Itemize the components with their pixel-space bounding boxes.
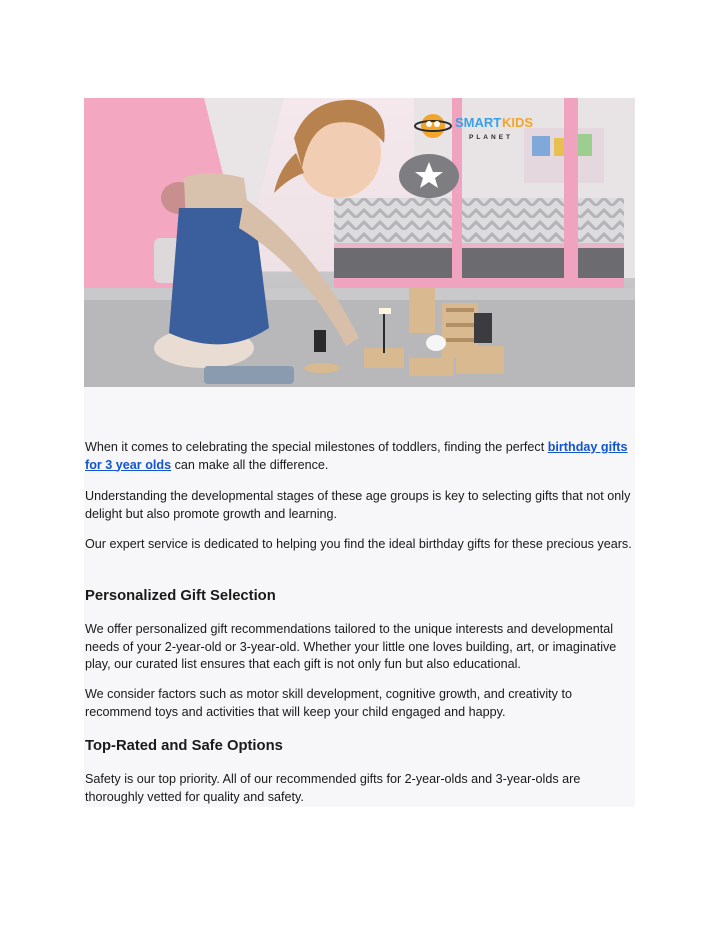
logo-word-smart: SMART bbox=[455, 115, 502, 130]
section1-paragraph-1: We offer personalized gift recommendations tailored to the unique interests and developmental needs of your 2-year-old or 3-year-old. Whether your little one loves building, art, or imaginative play, our curated list ensures that each gift is not only fun but also educational. bbox=[85, 622, 617, 671]
intro-text-before-link: When it comes to celebrating the special milestones of toddlers, finding the perfect bbox=[85, 440, 548, 454]
section1-paragraph-2: We consider factors such as motor skill development, cognitive growth, and creativity to recommend toys and activities that will keep your child engaged and happy. bbox=[85, 687, 572, 719]
birthday-gifts-link[interactable]: birthday gifts for 3 year olds bbox=[85, 440, 628, 472]
section2-paragraph-1: Safety is our top priority. All of our recommended gifts for 2-year-olds and 3-year-olds are thoroughly vetted for quality and safety. bbox=[85, 772, 581, 804]
intro-text-after-link: can make all the difference. bbox=[171, 457, 329, 472]
section-heading-safe-options: Top-Rated and Safe Options bbox=[85, 738, 283, 754]
hero-illustration bbox=[84, 98, 635, 387]
toy-cabinet bbox=[409, 288, 435, 333]
section-heading-personalized: Personalized Gift Selection bbox=[85, 588, 276, 604]
intro-paragraph-2: Understanding the developmental stages of these age groups is key to selecting gifts that not only delight but also promote growth and learning. bbox=[85, 489, 631, 521]
logo-word-planet: PLANET bbox=[469, 134, 513, 141]
logo-word-kids: KIDS bbox=[502, 115, 534, 130]
planet-icon bbox=[421, 114, 445, 138]
hero-photo bbox=[84, 98, 635, 387]
intro-paragraph-1 bbox=[85, 439, 635, 474]
intro-paragraph-3: Our expert service is dedicated to helping you find the ideal birthday gifts for these precious years. bbox=[85, 537, 632, 551]
